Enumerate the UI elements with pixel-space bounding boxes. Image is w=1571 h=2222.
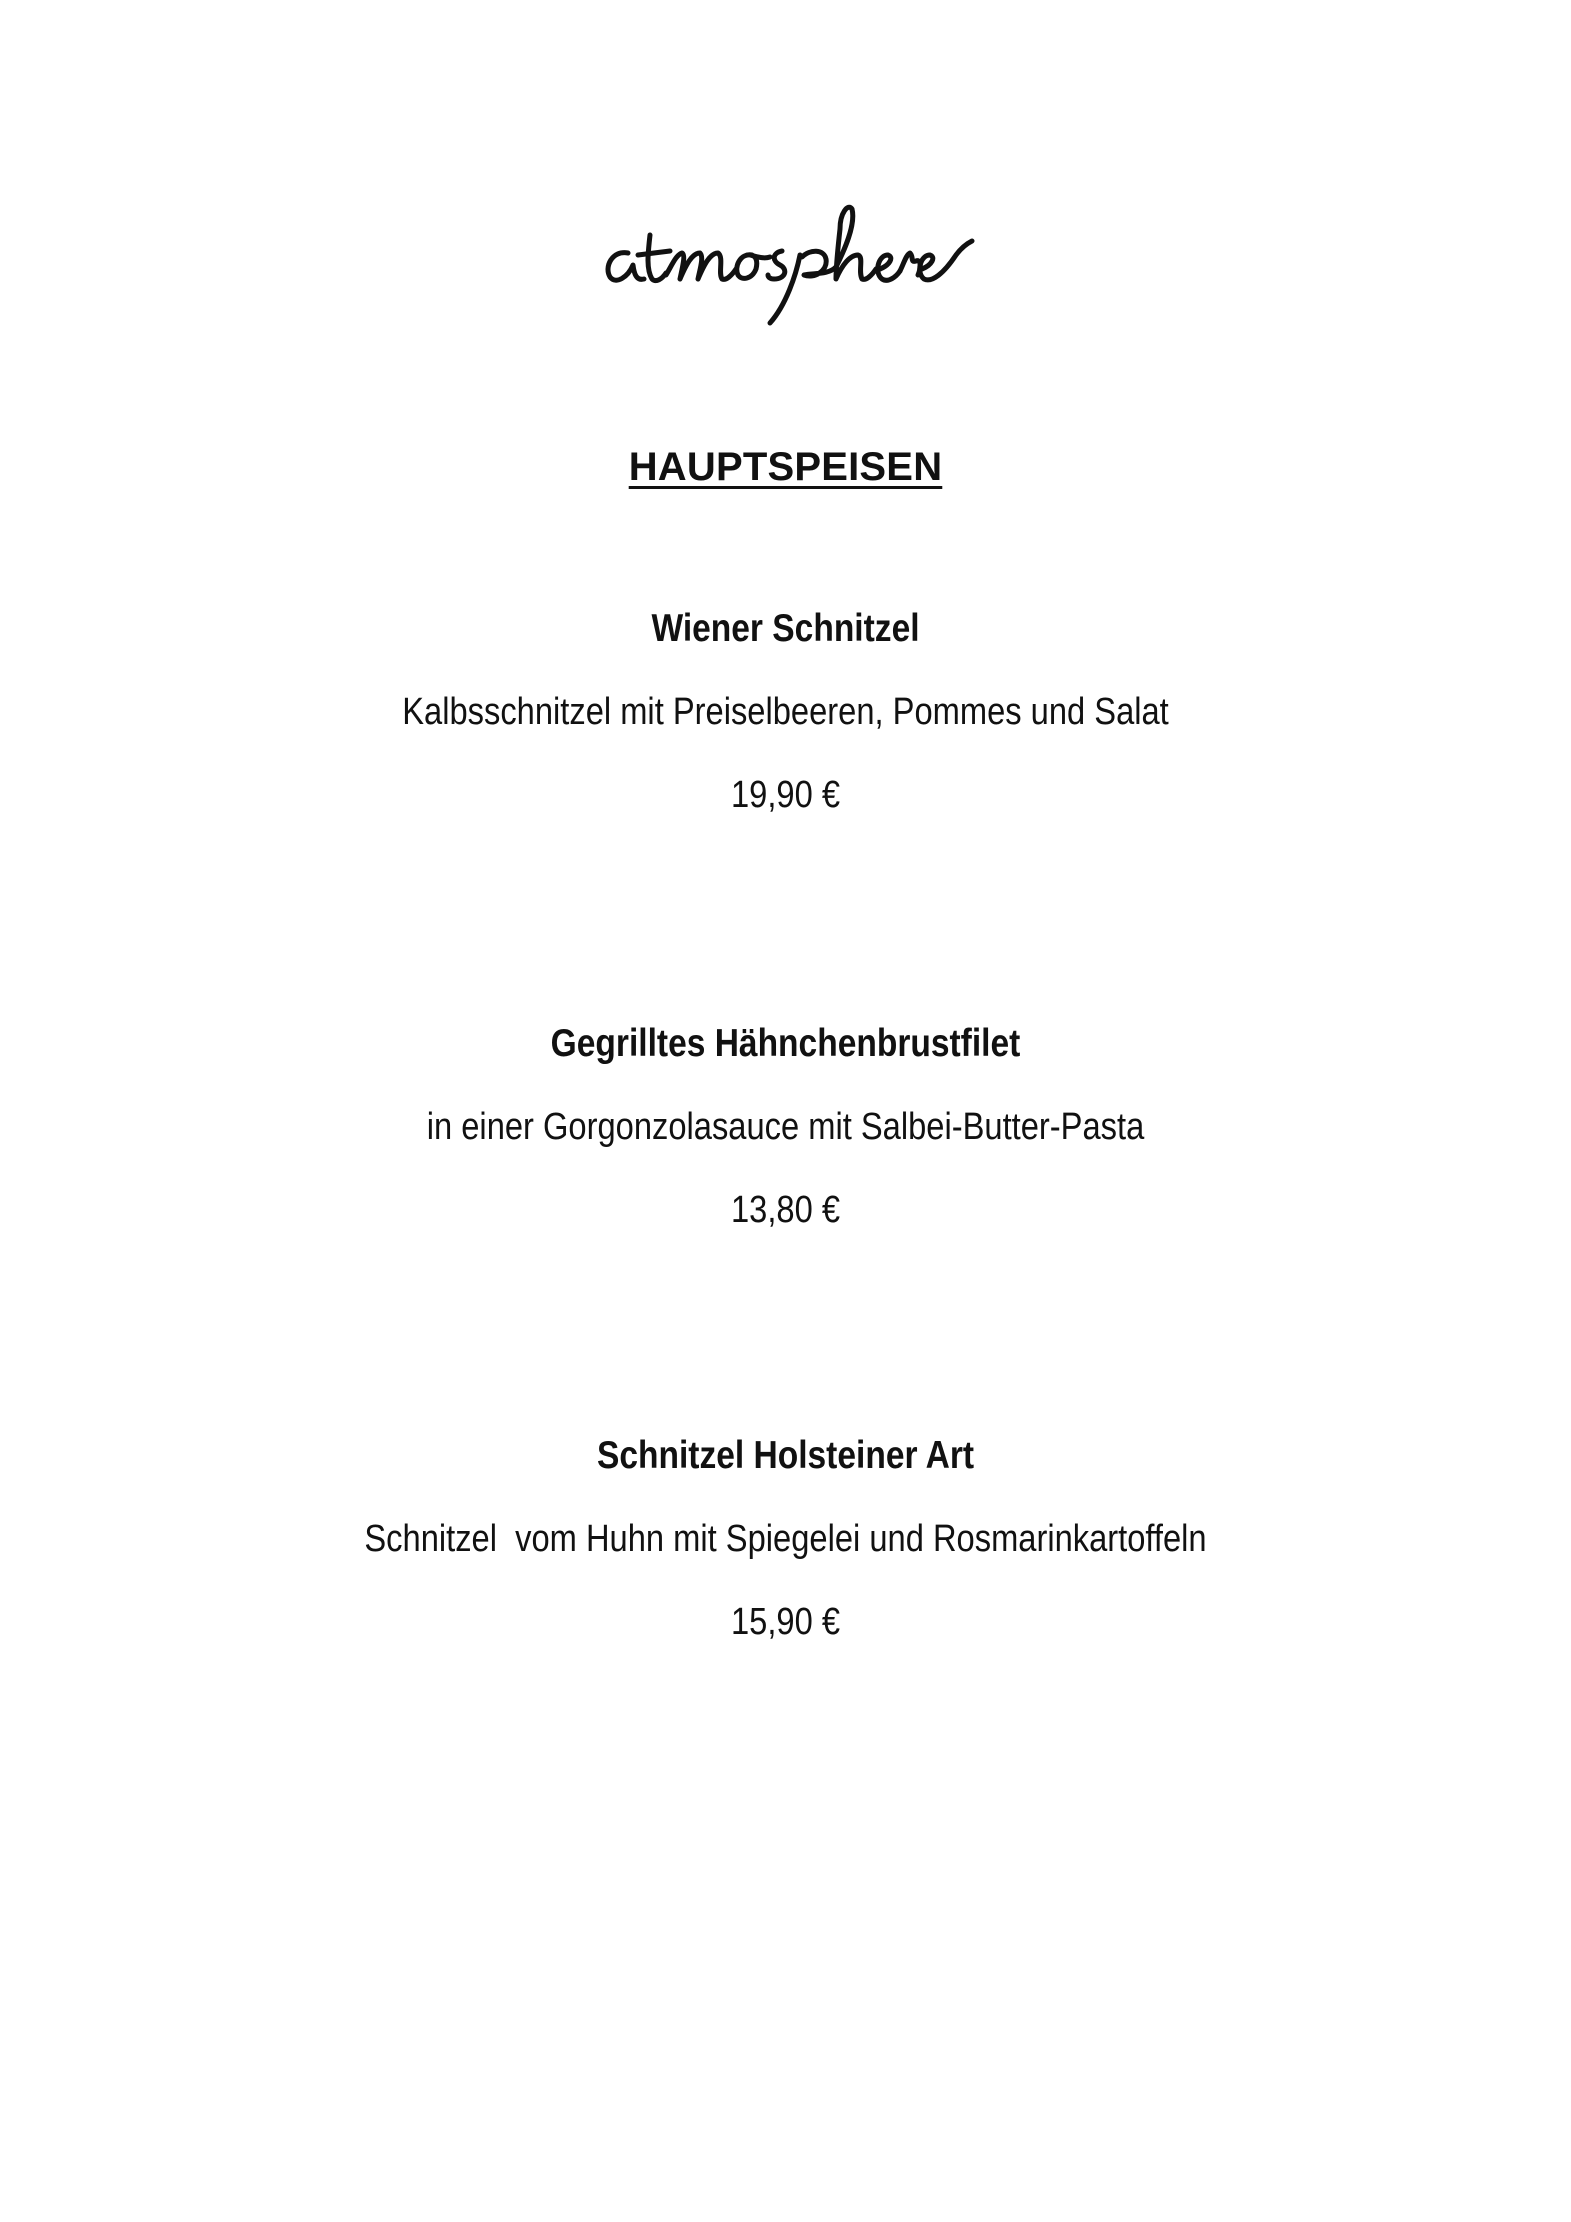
dish-description: Kalbsschnitzel mit Preiselbeeren, Pommes und Salat bbox=[402, 691, 1169, 733]
atmosphere-logo bbox=[600, 195, 980, 330]
menu-item bbox=[0, 1020, 1571, 1234]
dish-name: Schnitzel Holsteiner Art bbox=[596, 1434, 975, 1477]
dish-name: Wiener Schnitzel bbox=[651, 607, 920, 650]
menu-item bbox=[0, 605, 1571, 819]
menu-item bbox=[0, 1432, 1571, 1646]
section-title: HAUPTSPEISEN bbox=[628, 445, 943, 489]
dish-description: in einer Gorgonzolasauce mit Salbei-Butter-Pasta bbox=[426, 1106, 1145, 1148]
dish-price: 15,90 € bbox=[730, 1601, 841, 1643]
dish-name: Gegrilltes Hähnchenbrustfilet bbox=[550, 1022, 1021, 1065]
dish-price: 13,80 € bbox=[730, 1189, 841, 1231]
dish-price: 19,90 € bbox=[730, 774, 841, 816]
script-logo-graphic bbox=[600, 195, 980, 330]
dish-description: Schnitzel vom Huhn mit Spiegelei und Rosmarinkartoffeln bbox=[364, 1518, 1207, 1560]
